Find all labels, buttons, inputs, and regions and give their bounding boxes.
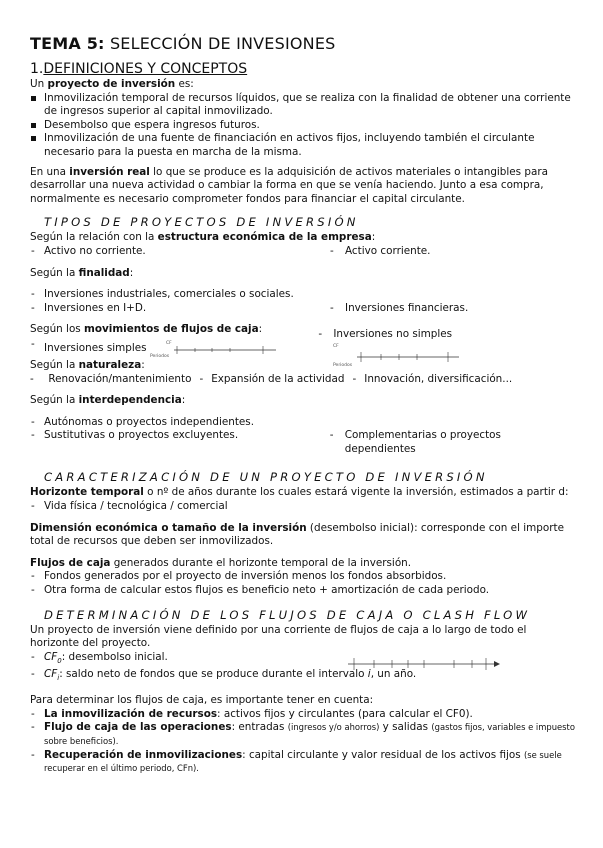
svg-text:CF: CF — [333, 343, 340, 349]
list-item: Inmovilización temporal de recursos líquidos, que se realiza con la finalidad de obtener una corriente de ingresos superior al capital inmovilizado. — [30, 92, 575, 119]
list-item: - Flujo de caja de las operaciones: entradas (ingresos y/o ahorros) y salidas (gastos fijos, variables e impuesto sobre beneficios). — [30, 721, 575, 748]
criterion-finalidad: Según la finalidad: — [30, 266, 134, 279]
list-item: - Inversiones financieras. — [327, 302, 468, 316]
list-item: - Sustitutivas o proyectos excluyentes. — [30, 429, 327, 456]
list-item: Renovación/mantenimiento — [48, 372, 192, 385]
list-item: - Fondos generados por el proyecto de inversión menos los fondos absorbidos. — [30, 570, 575, 584]
simple-flow-diagram — [150, 338, 280, 358]
estructura-items — [30, 245, 575, 259]
list-item: - Inversiones en I+D. — [30, 302, 327, 316]
criterion-naturaleza: Según la naturaleza: — [30, 358, 145, 371]
list-item: Inversiones no simples — [333, 328, 453, 341]
flujos-caja: Flujos de caja generados durante el horizonte temporal de la inversión. — [30, 556, 412, 569]
svg-text:CF: CF — [165, 340, 172, 346]
list-item: - Activo no corriente. — [30, 245, 327, 259]
section-heading-definiciones: 1.DEFINICIONES Y CONCEPTOS — [30, 61, 248, 77]
list-item: Inversiones simples — [44, 341, 147, 354]
non-simple-flow-diagram — [333, 342, 463, 368]
list-item: - Activo corriente. — [327, 245, 430, 259]
title-text: SELECCIÓN DE INVESIONES — [109, 34, 336, 53]
list-item: - $CF_0$: desembolso inicial. — [30, 651, 575, 669]
list-item: - Autónomas o proyectos independientes. — [30, 416, 575, 430]
document-page — [30, 34, 575, 776]
list-item: Innovación, diversificación... — [364, 372, 513, 385]
list-item: - Otra forma de calcular estos flujos es beneficio neto + amortización de cada periodo. — [30, 584, 575, 598]
determinacion-block — [30, 624, 575, 687]
criterion-interdependencia: Según la interdependencia: — [30, 394, 186, 407]
page-title — [30, 34, 575, 53]
section-caracterizacion: CARACTERIZACIÓN DE UN PROYECTO DE INVERSIÓN — [44, 470, 488, 485]
list-item: - Recuperación de inmovilizaciones: capital circulante y valor residual de los activos fijos (se suele recuperar en el último periodo, CFn). — [30, 749, 575, 776]
horizonte-temporal: Horizonte temporal o nº de años durante los cuales estará vigente la inversión, estimados a partir d: — [30, 486, 569, 499]
cash-flow-timeline-diagram — [346, 654, 506, 676]
finalidad-items — [30, 302, 575, 316]
para-items — [30, 708, 575, 776]
criterion-estructura: Según la relación con la estructura económica de la empresa: — [30, 231, 376, 244]
interdependencia-items — [30, 429, 575, 456]
list-item: - Vida física / tecnológica / comercial — [30, 500, 575, 514]
definition-bullets — [30, 92, 575, 160]
list-item: - La inmovilización de recursos: activos fijos y circulantes (para calcular el CF0). — [30, 708, 575, 722]
dimension-economica: Dimensión económica o tamaño de la inversión (desembolso inicial): corresponde con el importe total de recursos que deben ser inmovilizados. — [30, 521, 564, 548]
criterion-movimientos: Según los movimientos de flujos de caja: — [30, 323, 263, 336]
svg-text:Periodos: Periodos — [333, 362, 353, 368]
title-prefix: TEMA 5: — [30, 34, 105, 53]
list-item: Inmovilización de una fuente de financiación en activos fijos, incluyendo también el circulante necesario para la puesta en marcha de la misma. — [30, 132, 575, 159]
section-tipos: TIPOS DE PROYECTOS DE INVERSIÓN — [44, 215, 359, 230]
list-item: - Inversiones industriales, comerciales o sociales. — [30, 288, 575, 302]
list-item: Desembolso que espera ingresos futuros. — [30, 119, 575, 133]
naturaleza-items: - Renovación/mantenimiento - Expansión de la actividad - Innovación, diversificación... — [30, 372, 513, 385]
para-intro: Para determinar los flujos de caja, es importante tener en cuenta: — [30, 694, 374, 707]
list-item: - $CF_i$: saldo neto de fondos que se produce durante el intervalo i, un año. — [30, 668, 575, 686]
real-investment-paragraph: En una inversión real lo que se produce es la adquisición de activos materiales o intangibles para desarrollar una nueva actividad o cambiar la forma en que se venía haciendo. Junto a esa compra, normalmente es necesario comprometer fondos para financiar el capital circulante. — [30, 165, 548, 205]
section-determinacion: DETERMINACIÓN DE LOS FLUJOS DE CAJA O CLASH FLOW — [44, 607, 531, 622]
list-item: Expansión de la actividad — [211, 372, 345, 385]
svg-text:Periodos: Periodos — [149, 353, 169, 358]
project-definition-intro: Un proyecto de inversión es: — [30, 78, 194, 90]
determinacion-paragraph: Un proyecto de inversión viene definido por una corriente de flujos de caja a lo largo de todo el horizonte del proyecto. — [30, 623, 527, 650]
list-item: - Complementarias o proyectos dependientes — [327, 429, 575, 456]
